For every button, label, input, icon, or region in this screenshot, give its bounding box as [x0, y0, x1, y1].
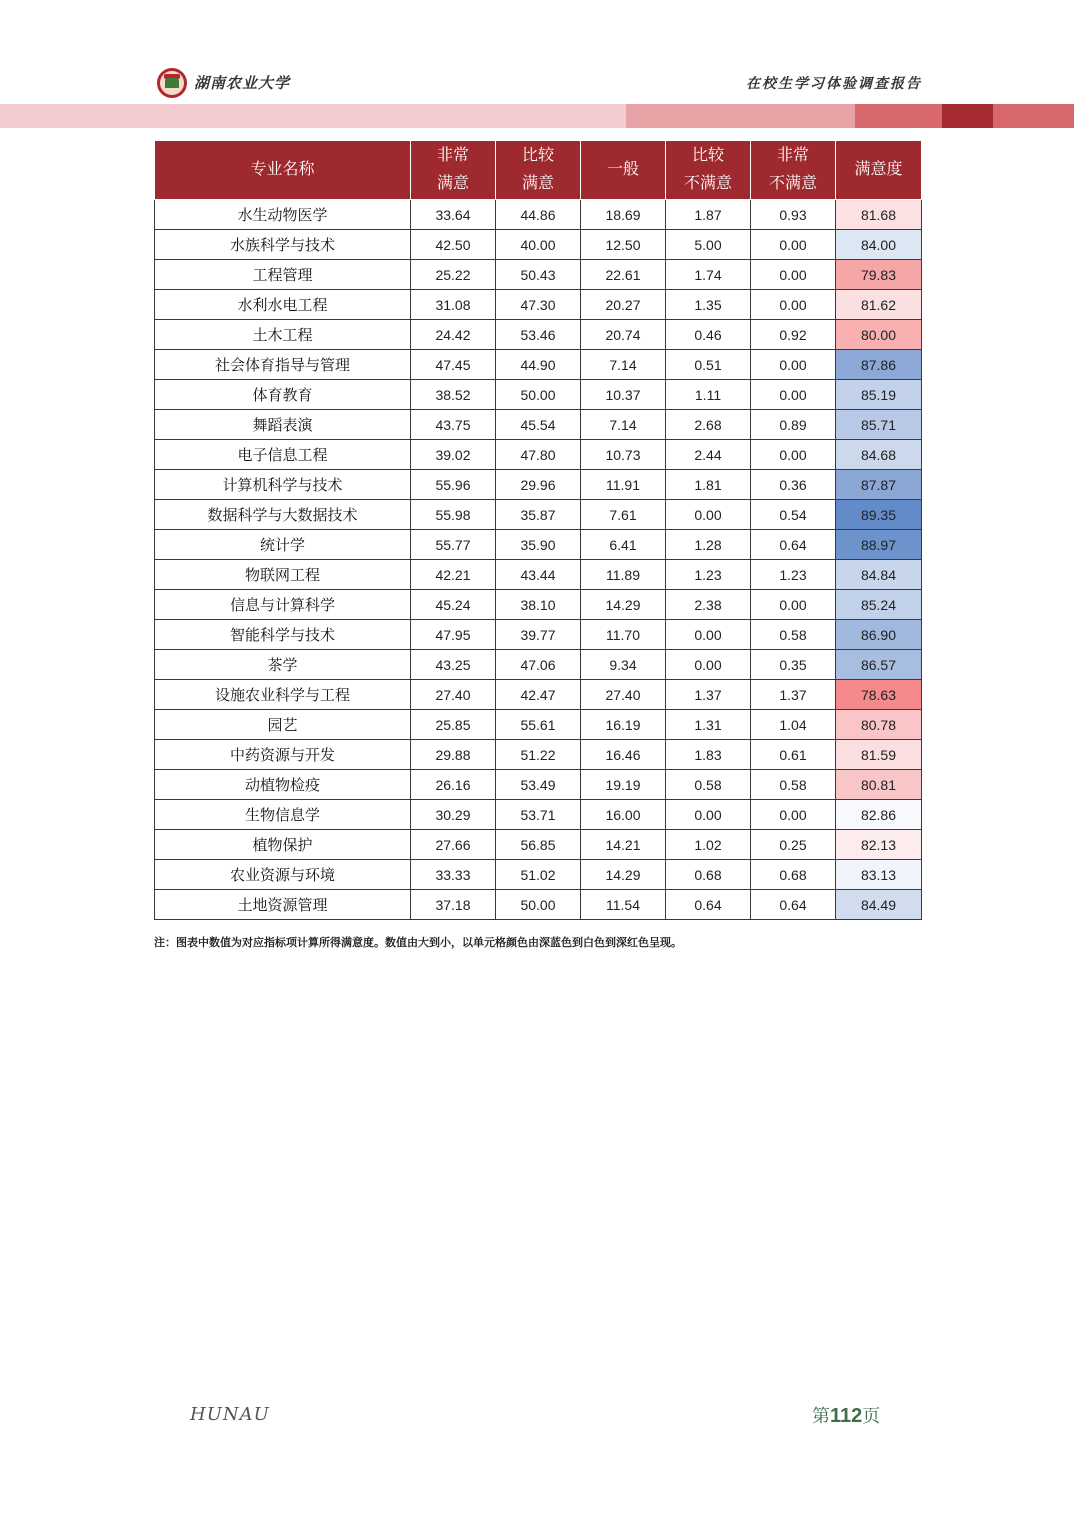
- percent-cell: 47.95: [411, 620, 496, 650]
- satisfaction-score-cell: 78.63: [836, 680, 922, 710]
- percent-cell: 0.00: [751, 590, 836, 620]
- major-name-cell: 园艺: [155, 710, 411, 740]
- percent-cell: 1.28: [666, 530, 751, 560]
- percent-cell: 37.18: [411, 890, 496, 920]
- percent-cell: 45.54: [496, 410, 581, 440]
- percent-cell: 29.88: [411, 740, 496, 770]
- table-note: 注：图表中数值为对应指标项计算所得满意度。数值由大到小，以单元格颜色由深蓝色到白色到深红色呈现。: [154, 936, 682, 949]
- percent-cell: 14.29: [581, 590, 666, 620]
- satisfaction-score-cell: 87.87: [836, 470, 922, 500]
- percent-cell: 27.66: [411, 830, 496, 860]
- satisfaction-score-cell: 79.83: [836, 260, 922, 290]
- major-name-cell: 设施农业科学与工程: [155, 680, 411, 710]
- column-header-line: 不满意: [683, 175, 732, 192]
- table-row: [155, 830, 922, 860]
- table-row: [155, 590, 922, 620]
- table-body: [155, 200, 922, 920]
- table-row: [155, 620, 922, 650]
- satisfaction-score-cell: 80.00: [836, 320, 922, 350]
- major-name-cell: 工程管理: [155, 260, 411, 290]
- percent-cell: 7.14: [581, 410, 666, 440]
- percent-cell: 1.87: [666, 200, 751, 230]
- satisfaction-score-cell: 89.35: [836, 500, 922, 530]
- percent-cell: 25.22: [411, 260, 496, 290]
- percent-cell: 44.90: [496, 350, 581, 380]
- table-row: [155, 860, 922, 890]
- percent-cell: 0.00: [666, 500, 751, 530]
- percent-cell: 11.89: [581, 560, 666, 590]
- percent-cell: 53.46: [496, 320, 581, 350]
- percent-cell: 0.36: [751, 470, 836, 500]
- percent-cell: 7.61: [581, 500, 666, 530]
- percent-cell: 1.31: [666, 710, 751, 740]
- major-name-cell: 生物信息学: [155, 800, 411, 830]
- percent-cell: 0.00: [751, 260, 836, 290]
- percent-cell: 0.00: [751, 350, 836, 380]
- satisfaction-score-cell: 84.49: [836, 890, 922, 920]
- percent-cell: 16.19: [581, 710, 666, 740]
- footer-brand: HUNAU: [190, 1404, 270, 1425]
- percent-cell: 27.40: [581, 680, 666, 710]
- column-header-4: [666, 141, 751, 200]
- major-name-cell: 土地资源管理: [155, 890, 411, 920]
- percent-cell: 40.00: [496, 230, 581, 260]
- table-row: [155, 710, 922, 740]
- table-row: [155, 890, 922, 920]
- percent-cell: 33.33: [411, 860, 496, 890]
- percent-cell: 0.64: [666, 890, 751, 920]
- percent-cell: 51.22: [496, 740, 581, 770]
- percent-cell: 30.29: [411, 800, 496, 830]
- satisfaction-table: [154, 140, 922, 920]
- percent-cell: 0.92: [751, 320, 836, 350]
- percent-cell: 0.54: [751, 500, 836, 530]
- percent-cell: 25.85: [411, 710, 496, 740]
- satisfaction-score-cell: 85.19: [836, 380, 922, 410]
- table-row: [155, 290, 922, 320]
- satisfaction-score-cell: 80.78: [836, 710, 922, 740]
- percent-cell: 45.24: [411, 590, 496, 620]
- header-band-light: [0, 104, 626, 128]
- percent-cell: 0.64: [751, 890, 836, 920]
- percent-cell: 43.75: [411, 410, 496, 440]
- satisfaction-score-cell: 88.97: [836, 530, 922, 560]
- page-number-value: 112: [830, 1405, 863, 1427]
- percent-cell: 0.00: [666, 620, 751, 650]
- percent-cell: 0.25: [751, 830, 836, 860]
- percent-cell: 1.37: [751, 680, 836, 710]
- major-name-cell: 统计学: [155, 530, 411, 560]
- percent-cell: 1.23: [751, 560, 836, 590]
- percent-cell: 1.37: [666, 680, 751, 710]
- table-row: [155, 350, 922, 380]
- percent-cell: 0.51: [666, 350, 751, 380]
- percent-cell: 12.50: [581, 230, 666, 260]
- percent-cell: 42.50: [411, 230, 496, 260]
- percent-cell: 53.71: [496, 800, 581, 830]
- table-row: [155, 200, 922, 230]
- table-row: [155, 500, 922, 530]
- percent-cell: 0.58: [751, 770, 836, 800]
- satisfaction-score-cell: 81.62: [836, 290, 922, 320]
- satisfaction-score-cell: 84.68: [836, 440, 922, 470]
- table-row: [155, 380, 922, 410]
- university-logo-icon: [157, 68, 187, 98]
- major-name-cell: 水利水电工程: [155, 290, 411, 320]
- percent-cell: 0.68: [751, 860, 836, 890]
- table-row: [155, 560, 922, 590]
- percent-cell: 0.00: [666, 650, 751, 680]
- satisfaction-score-cell: 81.59: [836, 740, 922, 770]
- percent-cell: 39.77: [496, 620, 581, 650]
- table-row: [155, 440, 922, 470]
- percent-cell: 0.00: [751, 230, 836, 260]
- report-title: 在校生学习体验调查报告: [746, 76, 922, 92]
- percent-cell: 0.46: [666, 320, 751, 350]
- percent-cell: 24.42: [411, 320, 496, 350]
- percent-cell: 1.83: [666, 740, 751, 770]
- percent-cell: 0.93: [751, 200, 836, 230]
- percent-cell: 11.54: [581, 890, 666, 920]
- table-row: [155, 260, 922, 290]
- percent-cell: 35.90: [496, 530, 581, 560]
- percent-cell: 26.16: [411, 770, 496, 800]
- column-header-6: [836, 141, 922, 200]
- percent-cell: 47.06: [496, 650, 581, 680]
- percent-cell: 2.44: [666, 440, 751, 470]
- percent-cell: 55.61: [496, 710, 581, 740]
- percent-cell: 50.43: [496, 260, 581, 290]
- table-row: [155, 740, 922, 770]
- percent-cell: 0.68: [666, 860, 751, 890]
- percent-cell: 0.61: [751, 740, 836, 770]
- column-header-line: 比较: [691, 147, 724, 164]
- satisfaction-score-cell: 81.68: [836, 200, 922, 230]
- major-name-cell: 水生动物医学: [155, 200, 411, 230]
- satisfaction-score-cell: 84.84: [836, 560, 922, 590]
- table-row: [155, 530, 922, 560]
- satisfaction-score-cell: 85.24: [836, 590, 922, 620]
- percent-cell: 20.74: [581, 320, 666, 350]
- percent-cell: 20.27: [581, 290, 666, 320]
- percent-cell: 42.47: [496, 680, 581, 710]
- percent-cell: 44.86: [496, 200, 581, 230]
- table-header-row: [155, 141, 922, 200]
- percent-cell: 16.00: [581, 800, 666, 830]
- header-band-dark: [942, 104, 993, 128]
- column-header-line: 不满意: [768, 175, 817, 192]
- percent-cell: 56.85: [496, 830, 581, 860]
- page-prefix: 第: [812, 1406, 830, 1427]
- percent-cell: 31.08: [411, 290, 496, 320]
- percent-cell: 7.14: [581, 350, 666, 380]
- satisfaction-score-cell: 84.00: [836, 230, 922, 260]
- major-name-cell: 舞蹈表演: [155, 410, 411, 440]
- percent-cell: 11.70: [581, 620, 666, 650]
- percent-cell: 38.52: [411, 380, 496, 410]
- percent-cell: 1.04: [751, 710, 836, 740]
- header-band-accent: [855, 104, 942, 128]
- percent-cell: 0.58: [751, 620, 836, 650]
- table-row: [155, 770, 922, 800]
- percent-cell: 10.73: [581, 440, 666, 470]
- percent-cell: 47.30: [496, 290, 581, 320]
- percent-cell: 51.02: [496, 860, 581, 890]
- percent-cell: 35.87: [496, 500, 581, 530]
- major-name-cell: 数据科学与大数据技术: [155, 500, 411, 530]
- university-name: 湖南农业大学: [194, 74, 291, 92]
- percent-cell: 0.00: [751, 440, 836, 470]
- table-row: [155, 410, 922, 440]
- table-row: [155, 320, 922, 350]
- page-suffix: 页: [862, 1406, 881, 1427]
- percent-cell: 6.41: [581, 530, 666, 560]
- percent-cell: 43.44: [496, 560, 581, 590]
- column-header-line: 专业名称: [250, 161, 315, 178]
- table-row: [155, 800, 922, 830]
- major-name-cell: 植物保护: [155, 830, 411, 860]
- percent-cell: 47.45: [411, 350, 496, 380]
- satisfaction-score-cell: 82.13: [836, 830, 922, 860]
- percent-cell: 29.96: [496, 470, 581, 500]
- percent-cell: 2.68: [666, 410, 751, 440]
- major-name-cell: 水族科学与技术: [155, 230, 411, 260]
- percent-cell: 0.00: [751, 290, 836, 320]
- percent-cell: 10.37: [581, 380, 666, 410]
- percent-cell: 0.00: [751, 800, 836, 830]
- percent-cell: 50.00: [496, 890, 581, 920]
- header-band-end: [993, 104, 1074, 128]
- satisfaction-score-cell: 80.81: [836, 770, 922, 800]
- satisfaction-score-cell: 86.57: [836, 650, 922, 680]
- percent-cell: 1.11: [666, 380, 751, 410]
- column-header-line: 一般: [606, 161, 639, 178]
- percent-cell: 39.02: [411, 440, 496, 470]
- percent-cell: 50.00: [496, 380, 581, 410]
- percent-cell: 55.98: [411, 500, 496, 530]
- percent-cell: 16.46: [581, 740, 666, 770]
- satisfaction-score-cell: 83.13: [836, 860, 922, 890]
- major-name-cell: 中药资源与开发: [155, 740, 411, 770]
- percent-cell: 19.19: [581, 770, 666, 800]
- major-name-cell: 智能科学与技术: [155, 620, 411, 650]
- percent-cell: 42.21: [411, 560, 496, 590]
- percent-cell: 1.74: [666, 260, 751, 290]
- major-name-cell: 土木工程: [155, 320, 411, 350]
- page-header: [0, 60, 1074, 130]
- major-name-cell: 体育教育: [155, 380, 411, 410]
- percent-cell: 14.21: [581, 830, 666, 860]
- table-row: [155, 680, 922, 710]
- satisfaction-score-cell: 85.71: [836, 410, 922, 440]
- satisfaction-score-cell: 82.86: [836, 800, 922, 830]
- column-header-2: [496, 141, 581, 200]
- percent-cell: 22.61: [581, 260, 666, 290]
- percent-cell: 38.10: [496, 590, 581, 620]
- percent-cell: 53.49: [496, 770, 581, 800]
- table-row: [155, 230, 922, 260]
- percent-cell: 11.91: [581, 470, 666, 500]
- percent-cell: 0.64: [751, 530, 836, 560]
- satisfaction-score-cell: 86.90: [836, 620, 922, 650]
- satisfaction-score-cell: 87.86: [836, 350, 922, 380]
- page-number: [812, 1402, 880, 1428]
- table-row: [155, 650, 922, 680]
- major-name-cell: 动植物检疫: [155, 770, 411, 800]
- major-name-cell: 物联网工程: [155, 560, 411, 590]
- header-band-mid: [626, 104, 855, 128]
- percent-cell: 5.00: [666, 230, 751, 260]
- major-name-cell: 茶学: [155, 650, 411, 680]
- column-header-line: 非常: [436, 147, 469, 164]
- percent-cell: 1.35: [666, 290, 751, 320]
- logo-hill-shape: [165, 78, 179, 88]
- column-header-1: [411, 141, 496, 200]
- percent-cell: 43.25: [411, 650, 496, 680]
- percent-cell: 18.69: [581, 200, 666, 230]
- percent-cell: 55.77: [411, 530, 496, 560]
- column-header-line: 满意: [436, 175, 469, 192]
- column-header-line: 满意度: [854, 161, 903, 178]
- percent-cell: 2.38: [666, 590, 751, 620]
- percent-cell: 47.80: [496, 440, 581, 470]
- column-header-line: 非常: [776, 147, 809, 164]
- percent-cell: 1.23: [666, 560, 751, 590]
- column-header-line: 比较: [521, 147, 554, 164]
- percent-cell: 27.40: [411, 680, 496, 710]
- column-header-5: [751, 141, 836, 200]
- percent-cell: 9.34: [581, 650, 666, 680]
- percent-cell: 0.89: [751, 410, 836, 440]
- percent-cell: 14.29: [581, 860, 666, 890]
- percent-cell: 0.35: [751, 650, 836, 680]
- major-name-cell: 电子信息工程: [155, 440, 411, 470]
- major-name-cell: 计算机科学与技术: [155, 470, 411, 500]
- percent-cell: 33.64: [411, 200, 496, 230]
- table-row: [155, 470, 922, 500]
- percent-cell: 55.96: [411, 470, 496, 500]
- percent-cell: 1.02: [666, 830, 751, 860]
- percent-cell: 0.00: [751, 380, 836, 410]
- major-name-cell: 社会体育指导与管理: [155, 350, 411, 380]
- percent-cell: 0.58: [666, 770, 751, 800]
- percent-cell: 0.00: [666, 800, 751, 830]
- column-header-3: [581, 141, 666, 200]
- column-header-line: 满意: [521, 175, 554, 192]
- major-name-cell: 信息与计算科学: [155, 590, 411, 620]
- column-header-0: [155, 141, 411, 200]
- percent-cell: 1.81: [666, 470, 751, 500]
- major-name-cell: 农业资源与环境: [155, 860, 411, 890]
